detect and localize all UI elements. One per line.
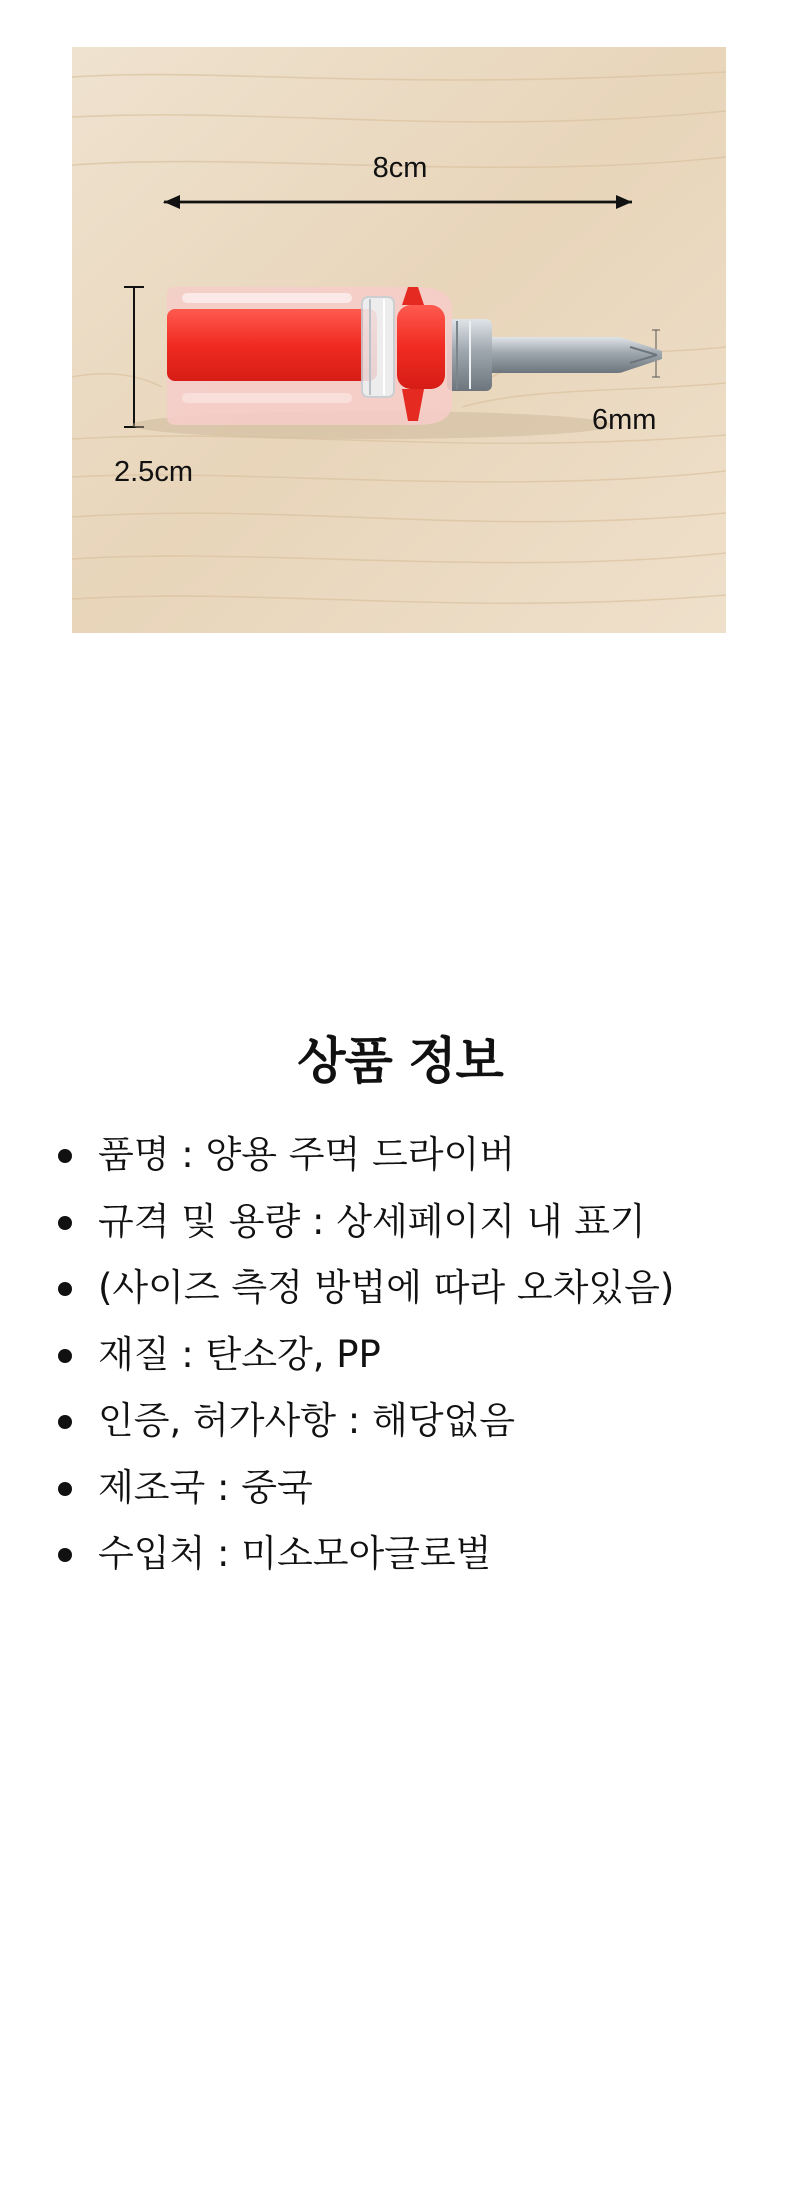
info-item-material bbox=[56, 1322, 674, 1389]
product-info-title: 상품 정보 bbox=[297, 1032, 503, 1090]
info-item-product-name bbox=[56, 1122, 674, 1189]
bullet-icon bbox=[58, 1216, 72, 1230]
bullet-icon bbox=[58, 1548, 72, 1562]
screwdriver-illustration bbox=[72, 47, 726, 633]
bullet-icon bbox=[58, 1149, 72, 1163]
product-photo bbox=[72, 47, 726, 633]
info-item-text: 재질 : 탄소강, PP bbox=[98, 1332, 381, 1376]
info-item-text: 제조국 : 중국 bbox=[98, 1465, 313, 1509]
info-item-origin bbox=[56, 1455, 674, 1522]
info-item-certification bbox=[56, 1388, 674, 1455]
tip-size-label: 6mm bbox=[592, 404, 657, 436]
bullet-icon bbox=[58, 1482, 72, 1496]
shaft bbox=[477, 337, 622, 373]
bullet-icon bbox=[58, 1415, 72, 1429]
diameter-label: 2.5cm bbox=[114, 456, 193, 488]
info-item-text: (사이즈 측정 방법에 따라 오차있음) bbox=[98, 1266, 675, 1309]
info-item-text: 규격 및 용량 : 상세페이지 내 표기 bbox=[98, 1199, 646, 1243]
length-label: 8cm bbox=[372, 152, 428, 184]
info-item-measurement-note bbox=[56, 1255, 674, 1322]
info-item-specification bbox=[56, 1189, 674, 1256]
bullet-icon bbox=[58, 1282, 72, 1296]
product-info-list bbox=[56, 1122, 674, 1588]
bullet-icon bbox=[58, 1349, 72, 1363]
info-item-text: 수입처 : 미소모아글로벌 bbox=[98, 1532, 492, 1575]
info-item-importer bbox=[56, 1521, 674, 1588]
info-item-text: 인증, 허가사항 : 해당없음 bbox=[98, 1399, 515, 1442]
info-item-text: 품명 : 양용 주먹 드라이버 bbox=[98, 1133, 515, 1176]
